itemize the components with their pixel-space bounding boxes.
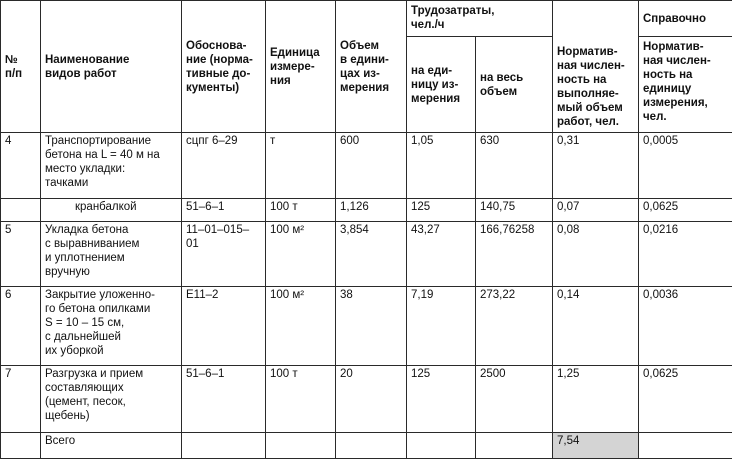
cell-basis: 51–6–1: [182, 199, 266, 222]
header-basis: Обоснова- ние (норма- тивные до- кументы): [182, 1, 266, 133]
cell-labor-total: 2500: [476, 366, 553, 433]
cell-basis: Е11–2: [182, 287, 266, 366]
cell-staff: 0,31: [553, 133, 639, 199]
total-row: [1, 433, 732, 459]
cell-unit: т: [266, 133, 336, 199]
cell-volume: 20: [336, 366, 407, 433]
cell-labor-unit: 1,05: [407, 133, 476, 199]
cell-name: Укладка бетона с выравниванием и уплотнением вручную: [41, 222, 182, 287]
cell-name: Закрытие уложенно- го бетона опилками S = 10 – 15 см, с дальнейшей их уборкой: [41, 287, 182, 366]
cell-staff: 1,25: [553, 366, 639, 433]
cell-ref-staff: 0,0625: [639, 199, 732, 222]
table-row: [1, 133, 732, 199]
header-num: № п/п: [1, 1, 41, 133]
cell-labor-unit: 7,19: [407, 287, 476, 366]
cell-num: 6: [1, 287, 41, 366]
header-volume: Объем в едини- цах из- мерения: [336, 1, 407, 133]
cell-basis: сцпг 6–29: [182, 133, 266, 199]
cell-volume: 3,854: [336, 222, 407, 287]
cell-labor-unit: 125: [407, 199, 476, 222]
cell-ref-staff: 0,0625: [639, 366, 732, 433]
header-reference-staff: Норматив- ная числен- ность на единицу измерения, чел.: [639, 37, 732, 133]
cell-labor-total: 630: [476, 133, 553, 199]
table-row: [1, 199, 732, 222]
header-row-1: [1, 1, 732, 37]
cell-labor-unit: 125: [407, 366, 476, 433]
cell-labor-unit: 43,27: [407, 222, 476, 287]
cell-name: крaнбалкой: [41, 199, 182, 222]
cell-basis: 51–6–1: [182, 366, 266, 433]
cell-num: 7: [1, 366, 41, 433]
cell-staff: 0,08: [553, 222, 639, 287]
table-row: [1, 222, 732, 287]
header-staff: Норматив- ная числен- ность на выполняе- мый объем работ, чел.: [553, 1, 639, 133]
cell-name: Транспортирование бетона на L = 40 м на место укладки: тачками: [41, 133, 182, 199]
cell-unit: 100 м²: [266, 222, 336, 287]
cell-ref-staff: 0,0036: [639, 287, 732, 366]
table-row: [1, 287, 732, 366]
cell-name: Разгрузка и прием составляющих (цемент, песок, щебень): [41, 366, 182, 433]
cell-staff: 0,14: [553, 287, 639, 366]
cell-labor-total: 273,22: [476, 287, 553, 366]
header-unit: Единица измере- ния: [266, 1, 336, 133]
table-row: [1, 366, 732, 433]
cell-ref-staff: 0,0216: [639, 222, 732, 287]
header-labor-unit: на еди- ницу из- мерения: [407, 37, 476, 133]
cell-basis: 11–01–015– 01: [182, 222, 266, 287]
cell-volume: 600: [336, 133, 407, 199]
cell-ref-staff: 0,0005: [639, 133, 732, 199]
cell-volume: 38: [336, 287, 407, 366]
cell-unit: 100 т: [266, 199, 336, 222]
header-labor-total: на весь объем: [476, 37, 553, 133]
cell-labor-total: 140,75: [476, 199, 553, 222]
cell-volume: 1,126: [336, 199, 407, 222]
cell-num: [1, 199, 41, 222]
total-label: Всего: [41, 433, 182, 459]
cell-unit: 100 т: [266, 366, 336, 433]
cell-labor-total: 166,76258: [476, 222, 553, 287]
cell-unit: 100 м²: [266, 287, 336, 366]
cell-staff: 0,07: [553, 199, 639, 222]
total-staff: 7,54: [553, 433, 639, 459]
header-name: Наименование видов работ: [41, 1, 182, 133]
header-reference: Справочно: [639, 1, 732, 37]
cell-num: 4: [1, 133, 41, 199]
header-labor: Трудозатраты, чел./ч: [407, 1, 553, 37]
cell-num: 5: [1, 222, 41, 287]
